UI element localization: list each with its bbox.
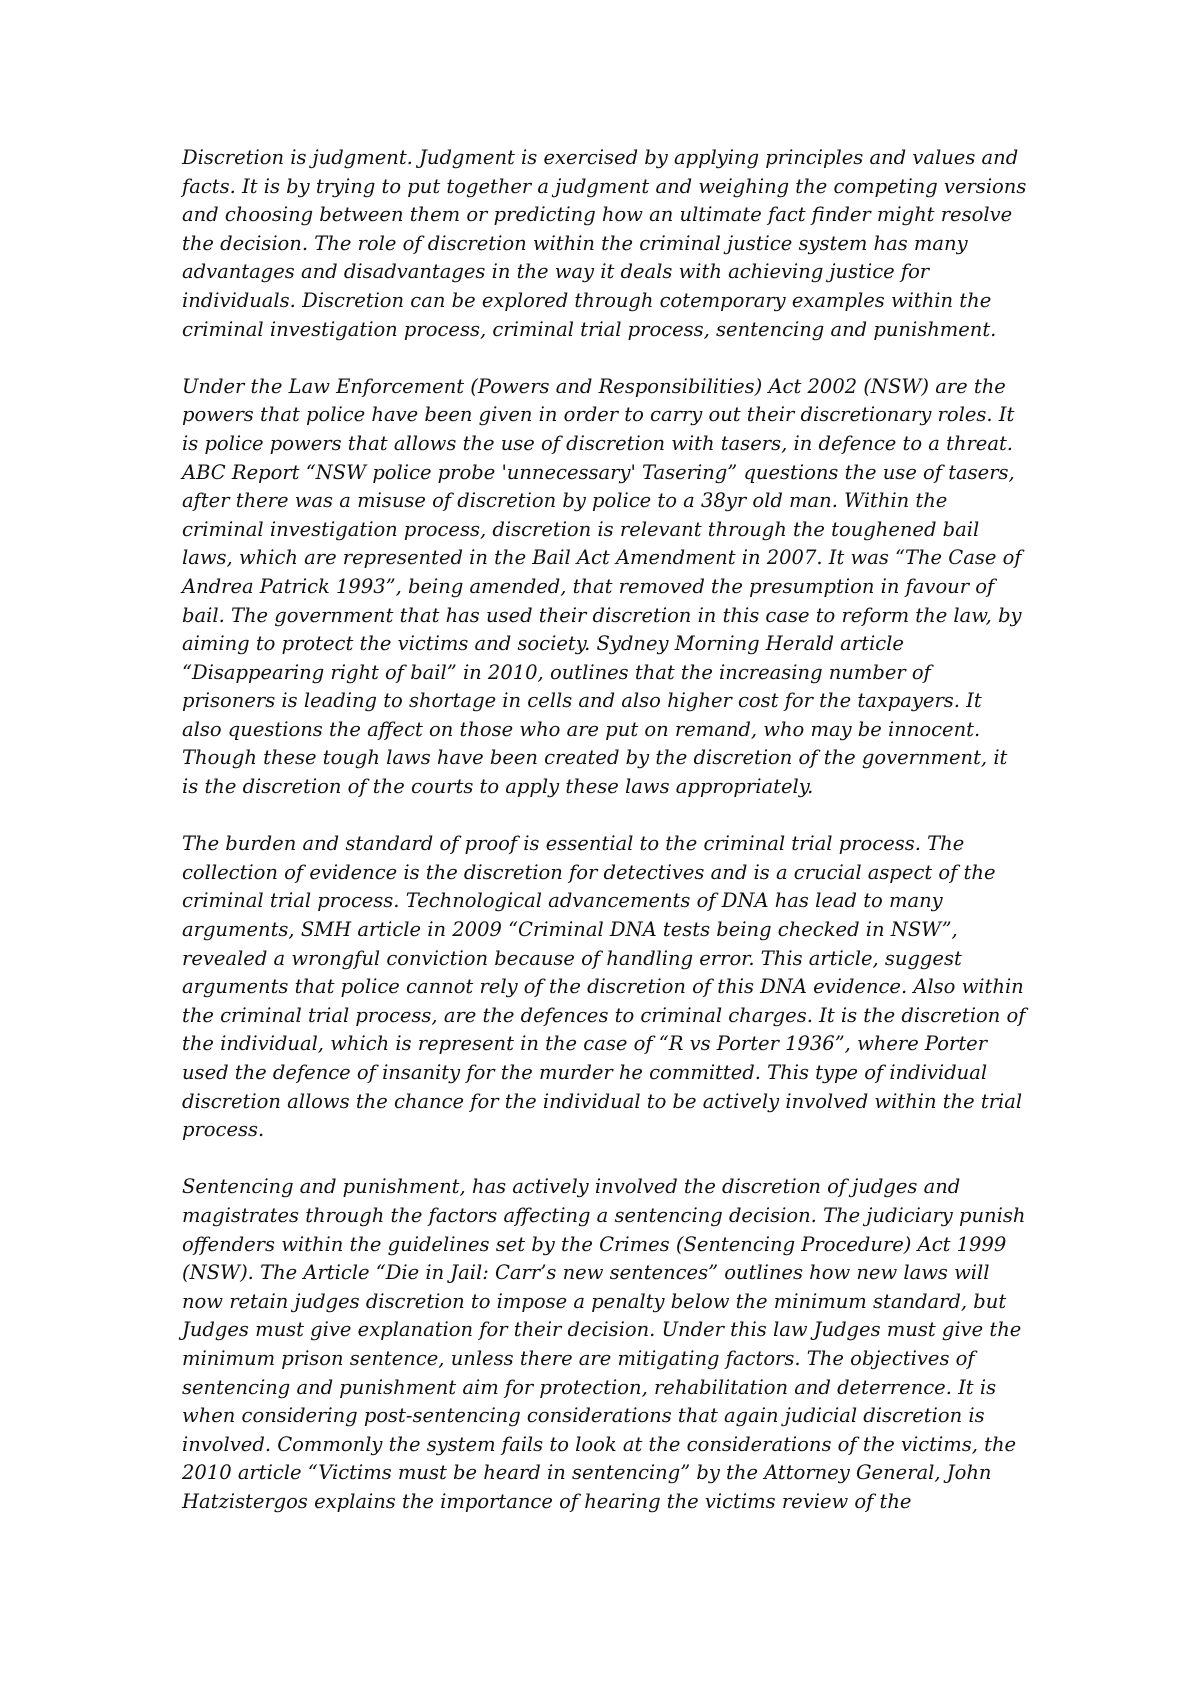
paragraph-sentencing: Sentencing and punishment, has actively involved the discretion of judges and magistrates through the factors affecting a sentencing decision. The judiciary punish offenders within the guidelines set by the Crimes (Sentencing Procedure) Act 1999 (NSW). The Article “Die in Jail: Carr’s new sentences” outlines how new laws will now retain judges discretion to impose a penalty below the minimum standard, but Judges must give explanation for their decision. Under this law Judges must give the minimum prison sentence, unless there are mitigating factors. The objectives of sentencing and punishment aim for protection, rehabilitation and deterrence. It is when considering post-sentencing considerations that again judicial discretion is involved. Commonly the system fails to look at the considerations of the victims, the 2010 article “Victims must be heard in sentencing” by the Attorney General, John Hatzistergos explains the importance of hearing the victims review of the	[182, 1175, 1026, 1513]
paragraph-introduction: Discretion is judgment. Judgment is exercised by applying principles and values and facts. It is by trying to put together a judgment and weighing the competing versions and choosing between them or predicting how an ultimate fact finder might resolve the decision. The role of discretion within the criminal justice system has many advantages and disadvantages in the way it deals with achieving justice for individuals. Discretion can be explored through cotemporary examples within the criminal investigation process, criminal trial process, sentencing and punishment.	[182, 146, 1027, 341]
document-body	[182, 144, 1027, 1517]
paragraph-criminal-trial: The burden and standard of proof is essential to the criminal trial process. The collection of evidence is the discretion for detectives and is a crucial aspect of the criminal trial process. Technological advancements of DNA has lead to many arguments, SMH article in 2009 “Criminal DNA tests being checked in NSW”, revealed a wrongful conviction because of handling error. This article, suggest arguments that police cannot rely of the discretion of this DNA evidence. Also within the criminal trial process, are the defences to criminal charges. It is the discretion of the individual, which is represent in the case of “R vs Porter 1936”, where Porter used the defence of insanity for the murder he committed. This type of individual discretion allows the chance for the individual to be actively involved within the trial process.	[182, 832, 1026, 1142]
paragraph-criminal-investigation: Under the Law Enforcement (Powers and Responsibilities) Act 2002 (NSW) are the powers that police have been given in order to carry out their discretionary roles. It is police powers that allows the use of discretion with tasers, in defence to a threat. ABC Report “NSW police probe 'unnecessary' Tasering” questions the use of tasers, after there was a misuse of discretion by police to a 38yr old man. Within the criminal investigation process, discretion is relevant through the toughened bail laws, which are represented in the Bail Act Amendment in 2007. It was “The Case of Andrea Patrick 1993”, being amended, that removed the presumption in favour of bail. The government that has used their discretion in this case to reform the law, by aiming to protect the victims and society. Sydney Morning Herald article “Disappearing right of bail” in 2010, outlines that the increasing number of prisoners is leading to shortage in cells and also higher cost for the taxpayers. It also questions the affect on those who are put on remand, who may be innocent. Though these tough laws have been created by the discretion of the government, it is the discretion of the courts to apply these laws appropriately.	[182, 374, 1022, 799]
